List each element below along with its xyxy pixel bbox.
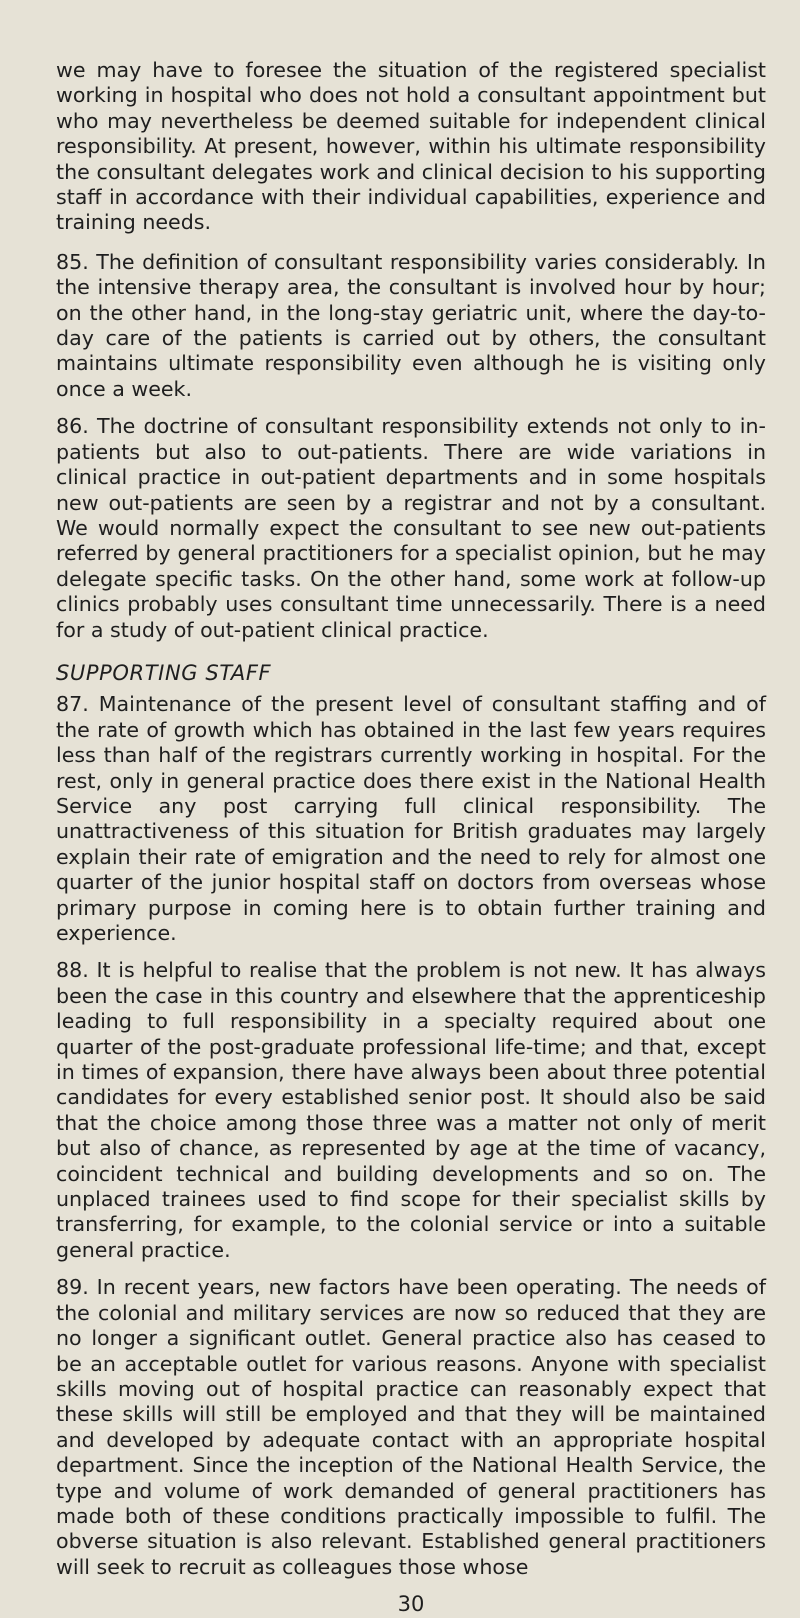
intro-paragraph: we may have to foresee the situation of the registered specialist working in hospital who does not hold a consultant appointment but who may nevertheless be deemed suitable for independent clinical responsibility. At present, however, within his ultimate responsibility the consultant delegates work and clinical decision to his supporting staff in accordance with their individual capabilities, experience and training needs.: [56, 58, 766, 235]
section-heading-supporting-staff: SUPPORTING STAFF: [56, 660, 272, 685]
paragraph-85: 85. The definition of consultant responsibility varies considerably. In the intensive therapy area, the consultant is involved hour by hour; on the other hand, in the long-stay geriatric unit, where the day-to-day care of the patients is carried out by others, the consultant maintains ultimate responsibility even although he is visiting only once a week.: [56, 249, 766, 401]
document-page: [56, 58, 766, 1618]
page-number: 30: [397, 1592, 425, 1617]
paragraph-87: 87. Maintenance of the present level of consultant staffing and of the rate of growth which has obtained in the last few years requires less than half of the registrars currently working in hospital. For the rest, only in general practice does there exist in the National Health Service any post carrying full clinical responsibility. The unattractiveness of this situation for British graduates may largely explain their rate of emigration and the need to rely for almost one quarter of the junior hospital staff on doctors from overseas whose primary purpose in coming here is to obtain further training and experience.: [56, 692, 766, 945]
paragraph-88: 88. It is helpful to realise that the problem is not new. It has always been the case in this country and elsewhere that the apprenticeship leading to full responsibility in a specialty required about one quarter of the post-graduate professional life-time; and that, except in times of expansion, there have always been about three potential candidates for every established senior post. It should also be said that the choice among those three was a matter not only of merit but also of chance, as represented by age at the time of vacancy, coincident technical and building developments and so on. The unplaced trainees used to find scope for their specialist skills by transferring, for example, to the colonial service or into a suitable general practice.: [56, 958, 766, 1262]
paragraph-89: 89. In recent years, new factors have been operating. The needs of the colonial and military services are now so reduced that they are no longer a significant outlet. General practice also has ceased to be an acceptable outlet for various reasons. Anyone with specialist skills moving out of hospital practice can reasonably expect that these skills will still be employed and that they will be maintained and developed by adequate contact with an appropriate hospital department. Since the inception of the National Health Service, the type and volume of work demanded of general practitioners has made both of these conditions practically impossible to fulfil. The obverse situation is also relevant. Established general practitioners will seek to recruit as colleagues those whose: [56, 1275, 766, 1579]
paragraph-86: 86. The doctrine of consultant responsibility extends not only to in-patients but also to out-patients. There are wide variations in clinical practice in out-patient departments and in some hospitals new out-patients are seen by a registrar and not by a consultant. We would normally expect the consultant to see new out-patients referred by general practitioners for a specialist opinion, but he may delegate specific tasks. On the other hand, some work at follow-up clinics probably uses consultant time unnecessarily. There is a need for a study of out-patient clinical practice.: [56, 414, 766, 642]
